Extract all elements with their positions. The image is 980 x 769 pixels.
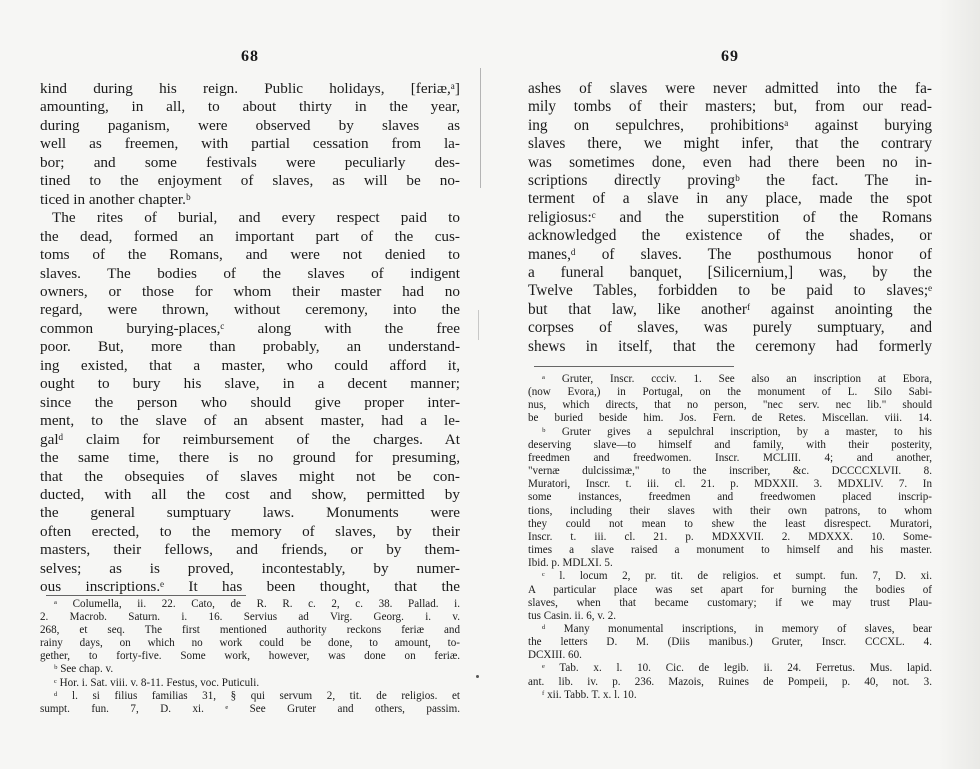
footnote-line: some instances, freedmen and freedwomen placed inscrip-	[528, 491, 932, 504]
footnote-line: ᶠ xii. Tabb. T. x. l. 10.	[542, 688, 637, 701]
text-line: ought to bury his slave, in a decent manner;	[40, 375, 460, 393]
text-line: acknowledged the existence of the shades, or	[528, 227, 932, 245]
text-line: selves; as is proved, incontestably, by numer-	[40, 559, 460, 577]
text-line: mily tombs of their masters; but, from our read-	[528, 98, 932, 116]
footnote-line: nus, which directs, that no person, "nec serv. nec lib." should	[528, 399, 932, 412]
text-line: scriptions directly provingᵇ the fact. The in-	[528, 172, 932, 190]
footnote-line: ᵇ Gruter gives a sepulchral inscription, by a master, to his	[542, 425, 932, 438]
text-line: during paganism, were observed by slaves as	[40, 116, 460, 134]
text-line: since the person who should give proper inter-	[40, 393, 460, 411]
left-footnotes	[40, 598, 460, 716]
text-line: ducted, with all the cost and show, permitted by	[40, 485, 460, 503]
text-line: amounting, in all, to about thirty in the year,	[40, 98, 460, 116]
footnote-line: ᵇ See chap. v.	[54, 663, 114, 676]
text-line: ing existed, that a master, who could afford it,	[40, 356, 460, 374]
text-line: corpses of slaves, was purely sumptuary, and	[528, 319, 932, 337]
text-line: the same time, there is no ground for presuming,	[40, 449, 460, 467]
footnote-line: tus Casin. ii. 6, v. 2.	[528, 609, 617, 622]
footnote-line: ᵈ l. si filius familias 31, § qui servum 2, tit. de religios. et	[54, 689, 460, 702]
footnote-line: they could not mean to shew the least disrespect. Muratori,	[528, 517, 932, 530]
footnote-line: the letters D. M. (Diis manibus.) Gruter, Inscr. CCCXL. 4.	[528, 636, 932, 649]
text-line: well as freemen, with partial cessation from la-	[40, 135, 460, 153]
text-line: the dead, formed an important part of the cus-	[40, 227, 460, 245]
footnote-line: freedmen and freedwomen. Inscr. MCLIII. 4; and another,	[528, 451, 932, 464]
text-line: shews in itself, that the ceremony had formerly	[528, 337, 932, 355]
footnote-line: gether, to forty-five. Some work, however, was done on feriæ.	[40, 650, 460, 663]
text-line: The rites of burial, and every respect paid to	[52, 209, 460, 227]
footnote-line: be buried beside him. Jos. Fern. de Retes. Miscellan. viii. 14.	[528, 412, 932, 425]
footnote-line: ᵃ Gruter, Inscr. ccciv. 1. See also an inscription at Ebora,	[542, 373, 932, 385]
left-body-text	[40, 80, 460, 597]
footnote-line: ᵈ Many monumental inscriptions, in memory of slaves, bear	[542, 622, 932, 635]
right-page	[528, 0, 932, 769]
right-footnotes	[528, 373, 932, 702]
page-edge	[938, 0, 980, 769]
text-line: kind during his reign. Public holidays, [feriæ,ᵃ]	[40, 80, 460, 97]
footnote-line: A particular place was set apart for burning the bodies of	[528, 583, 932, 596]
text-line: terment of a slave in any place, made the spot	[528, 190, 932, 208]
footnote-line: ᶜ Hor. i. Sat. viii. v. 8-11. Festus, voc. Puticuli.	[54, 676, 260, 689]
footnote-line: "vernæ dulcissimæ," to the inscriber, &c. DCCCCXLVII. 8.	[528, 465, 932, 478]
text-line: common burying-places,ᶜ along with the free	[40, 319, 460, 337]
text-line: bor; and some festivals were peculiarly des-	[40, 153, 460, 171]
text-line: poor. But, more than probably, an understand-	[40, 338, 460, 356]
footnote-rule	[46, 595, 246, 596]
text-line: the general sumptuary laws. Monuments were	[40, 504, 460, 522]
footnote-line: ant. lib. iv. p. 236. Mazois, Ruines de Pompeii, p. 40, not. 3.	[528, 675, 932, 688]
text-line: masters, their fellows, and friends, or by them-	[40, 541, 460, 559]
text-line: often erected, to the memory of slaves, by their	[40, 522, 460, 540]
footnote-line: rainy days, on which no work could be done, to amount, to-	[40, 637, 460, 650]
text-line: manes,ᵈ of slaves. The posthumous honor of	[528, 245, 932, 263]
right-body-text	[528, 80, 932, 356]
footnote-line: times a slave raised a monument to himself and his master.	[528, 544, 932, 557]
footnote-line: Muratori, Inscr. t. iii. cl. 21. p. MDXXII. 3. MDXLIV. 7. In	[528, 478, 932, 491]
footnote-line: slaves, when that became customary; if we may trust Plau-	[528, 596, 932, 609]
gutter-mark	[478, 310, 479, 340]
text-line: ment, to the slave of an absent master, had a le-	[40, 412, 460, 430]
page-number-right: 69	[721, 48, 739, 65]
text-line: Twelve Tables, forbidden to be paid to slaves;ᵉ	[528, 282, 932, 300]
footnote-line: deserving slave—to himself and family, with their posterity,	[528, 438, 932, 451]
footnote-line: 2. Macrob. Saturn. i. 16. Servius ad Virg. Georg. i. v.	[40, 611, 460, 624]
footnote-rule	[534, 366, 734, 367]
text-line: religiosus:ᶜ and the superstition of the Romans	[528, 208, 932, 226]
text-line: slaves. The bodies of the slaves of indigent	[40, 264, 460, 282]
text-line: but that law, like anotherᶠ against anointing the	[528, 300, 932, 318]
text-line: ous inscriptions.ᵉ It has been thought, that the	[40, 578, 460, 596]
text-line: ashes of slaves were never admitted into the fa-	[528, 80, 932, 97]
text-line: that the obsequies of slaves might not be con-	[40, 467, 460, 485]
footnote-line: 268, et seq. The first mentioned authority reckons feriæ and	[40, 624, 460, 637]
text-line: ing on sepulchres, prohibitionsᵃ against burying	[528, 116, 932, 134]
gutter-line	[480, 68, 481, 188]
footnote-line: ᶜ l. locum 2, pr. tit. de religios. et sumpt. fun. 7, D. xi.	[542, 570, 932, 583]
text-line: tined to the enjoyment of slaves, as will be no-	[40, 172, 460, 190]
footnote-line: ᵃ Columella, ii. 22. Cato, de R. R. c. 2, c. 38. Pallad. i.	[54, 598, 460, 610]
text-line: ticed in another chapter.ᵇ	[40, 190, 191, 208]
text-line: galᵈ claim for reimbursement of the charges. At	[40, 430, 460, 448]
footnote-line: DCXIII. 60.	[528, 649, 582, 662]
footnote-line: Ibid. p. MDLXI. 5.	[528, 557, 613, 570]
left-page	[40, 0, 460, 769]
text-line: toms of the Romans, and were not denied to	[40, 246, 460, 264]
footnote-line: ᵉ Tab. x. l. 10. Cic. de legib. ii. 24. Ferretus. Mus. lapid.	[542, 662, 932, 675]
text-line: a funeral banquet, [Silicernium,] was, by the	[528, 264, 932, 282]
footnote-line: tions, including their slaves with their own patrons, to whom	[528, 504, 932, 517]
footnote-line: (now Evora,) in Portugal, on the monument of L. Silo Sabi-	[528, 386, 932, 399]
text-line: regard, were thrown, without ceremony, into the	[40, 301, 460, 319]
footnote-line: sumpt. fun. 7, D. xi. ᵉ See Gruter and others, passim.	[40, 702, 460, 715]
speck	[476, 675, 479, 678]
text-line: slaves there, we might infer, that the contrary	[528, 135, 932, 153]
footnote-line: Inscr. t. iii. cl. 21. p. MDXXVII. 2. MDXXX. 10. Some-	[528, 530, 932, 543]
text-line: owners, or those for whom their master had no	[40, 282, 460, 300]
text-line: was sometimes done, even had there been no in-	[528, 153, 932, 171]
page-number-left: 68	[241, 48, 259, 65]
